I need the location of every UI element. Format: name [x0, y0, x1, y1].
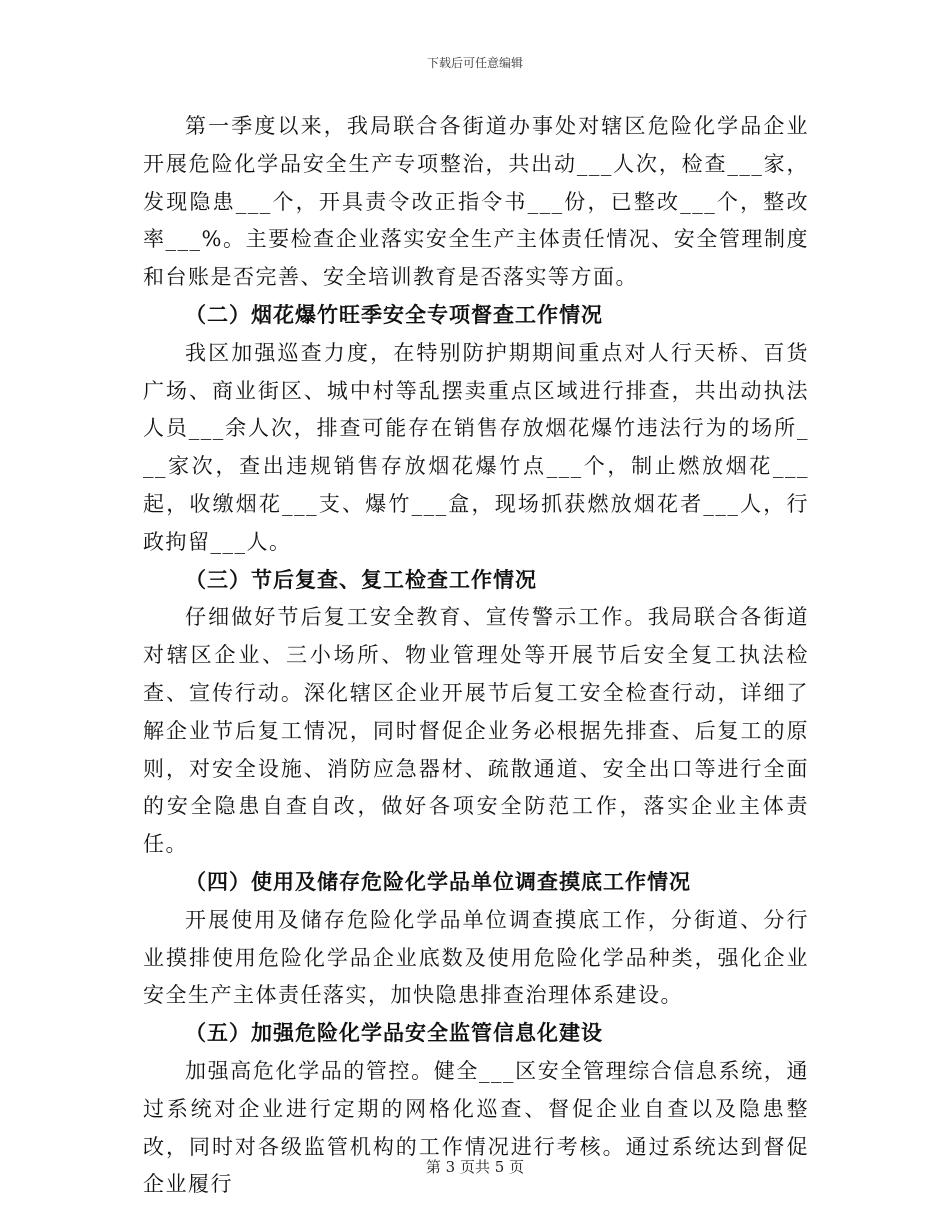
paragraph-hazmat-survey: 开展使用及储存危险化学品单位调查摸底工作，分街道、分行业摸排使用危险化学品企业底数及使用危险化学品种类，强化企业安全生产主体责任落实，加快隐患排查治理体系建设。 — [143, 907, 809, 1008]
section-heading-informatization: （五）加强危险化学品安全监管信息化建设 — [185, 1021, 603, 1046]
section-heading-post-holiday: （三）节后复查、复工检查工作情况 — [185, 567, 537, 592]
paragraph-post-holiday: 仔细做好节后复工安全教育、宣传警示工作。我局联合各街道对辖区企业、三小场所、物业管理处等开展节后安全复工执法检查、宣传行动。深化辖区企业开展节后复工安全检查行动，详细了解企业节后复工情况，同时督促企业务必根据先排查、后复工的原则，对安全设施、消防应急器材、疏散通道、安全出口等进行全面的安全隐患自查自改，做好各项安全防范工作，落实企业主体责任。 — [143, 605, 809, 857]
page-header: 下载后可任意编辑 — [426, 56, 523, 70]
page-footer: 第 3 页共 5 页 — [425, 1158, 525, 1176]
paragraph-informatization: 加强高危化学品的管控。健全___区安全管理综合信息系统，通过系统对企业进行定期的网格化巡查、督促企业自查以及隐患整改，同时对各级监管机构的工作情况进行考核。通过系统达到督促企业履行 — [143, 1058, 809, 1197]
paragraph-inspection-summary: 第一季度以来，我局联合各街道办事处对辖区危险化学品企业开展危险化学品安全生产专项整治，共出动___人次，检查___家，发现隐患___个，开具责令改正指令书___份，已整改___个，整改率___%。主要检查企业落实安全生产主体责任情况、安全管理制度和台账是否完善、安全培训教育是否落实等方面。 — [143, 114, 809, 290]
section-heading-hazmat-survey: （四）使用及储存危险化学品单位调查摸底工作情况 — [185, 869, 691, 894]
section-heading-fireworks: （二）烟花爆竹旺季安全专项督查工作情况 — [185, 302, 603, 327]
paragraph-fireworks: 我区加强巡查力度，在特别防护期期间重点对人行天桥、百货广场、商业街区、城中村等乱摆卖重点区域进行排查，共出动执法人员___余人次，排查可能存在销售存放烟花爆竹违法行为的场所___家次，查出违规销售存放烟花爆竹点___个，制止燃放烟花___起，收缴烟花___支、爆竹___盒，现场抓获燃放烟花者___人，行政拘留___人。 — [143, 340, 809, 554]
document-body — [143, 108, 809, 1204]
